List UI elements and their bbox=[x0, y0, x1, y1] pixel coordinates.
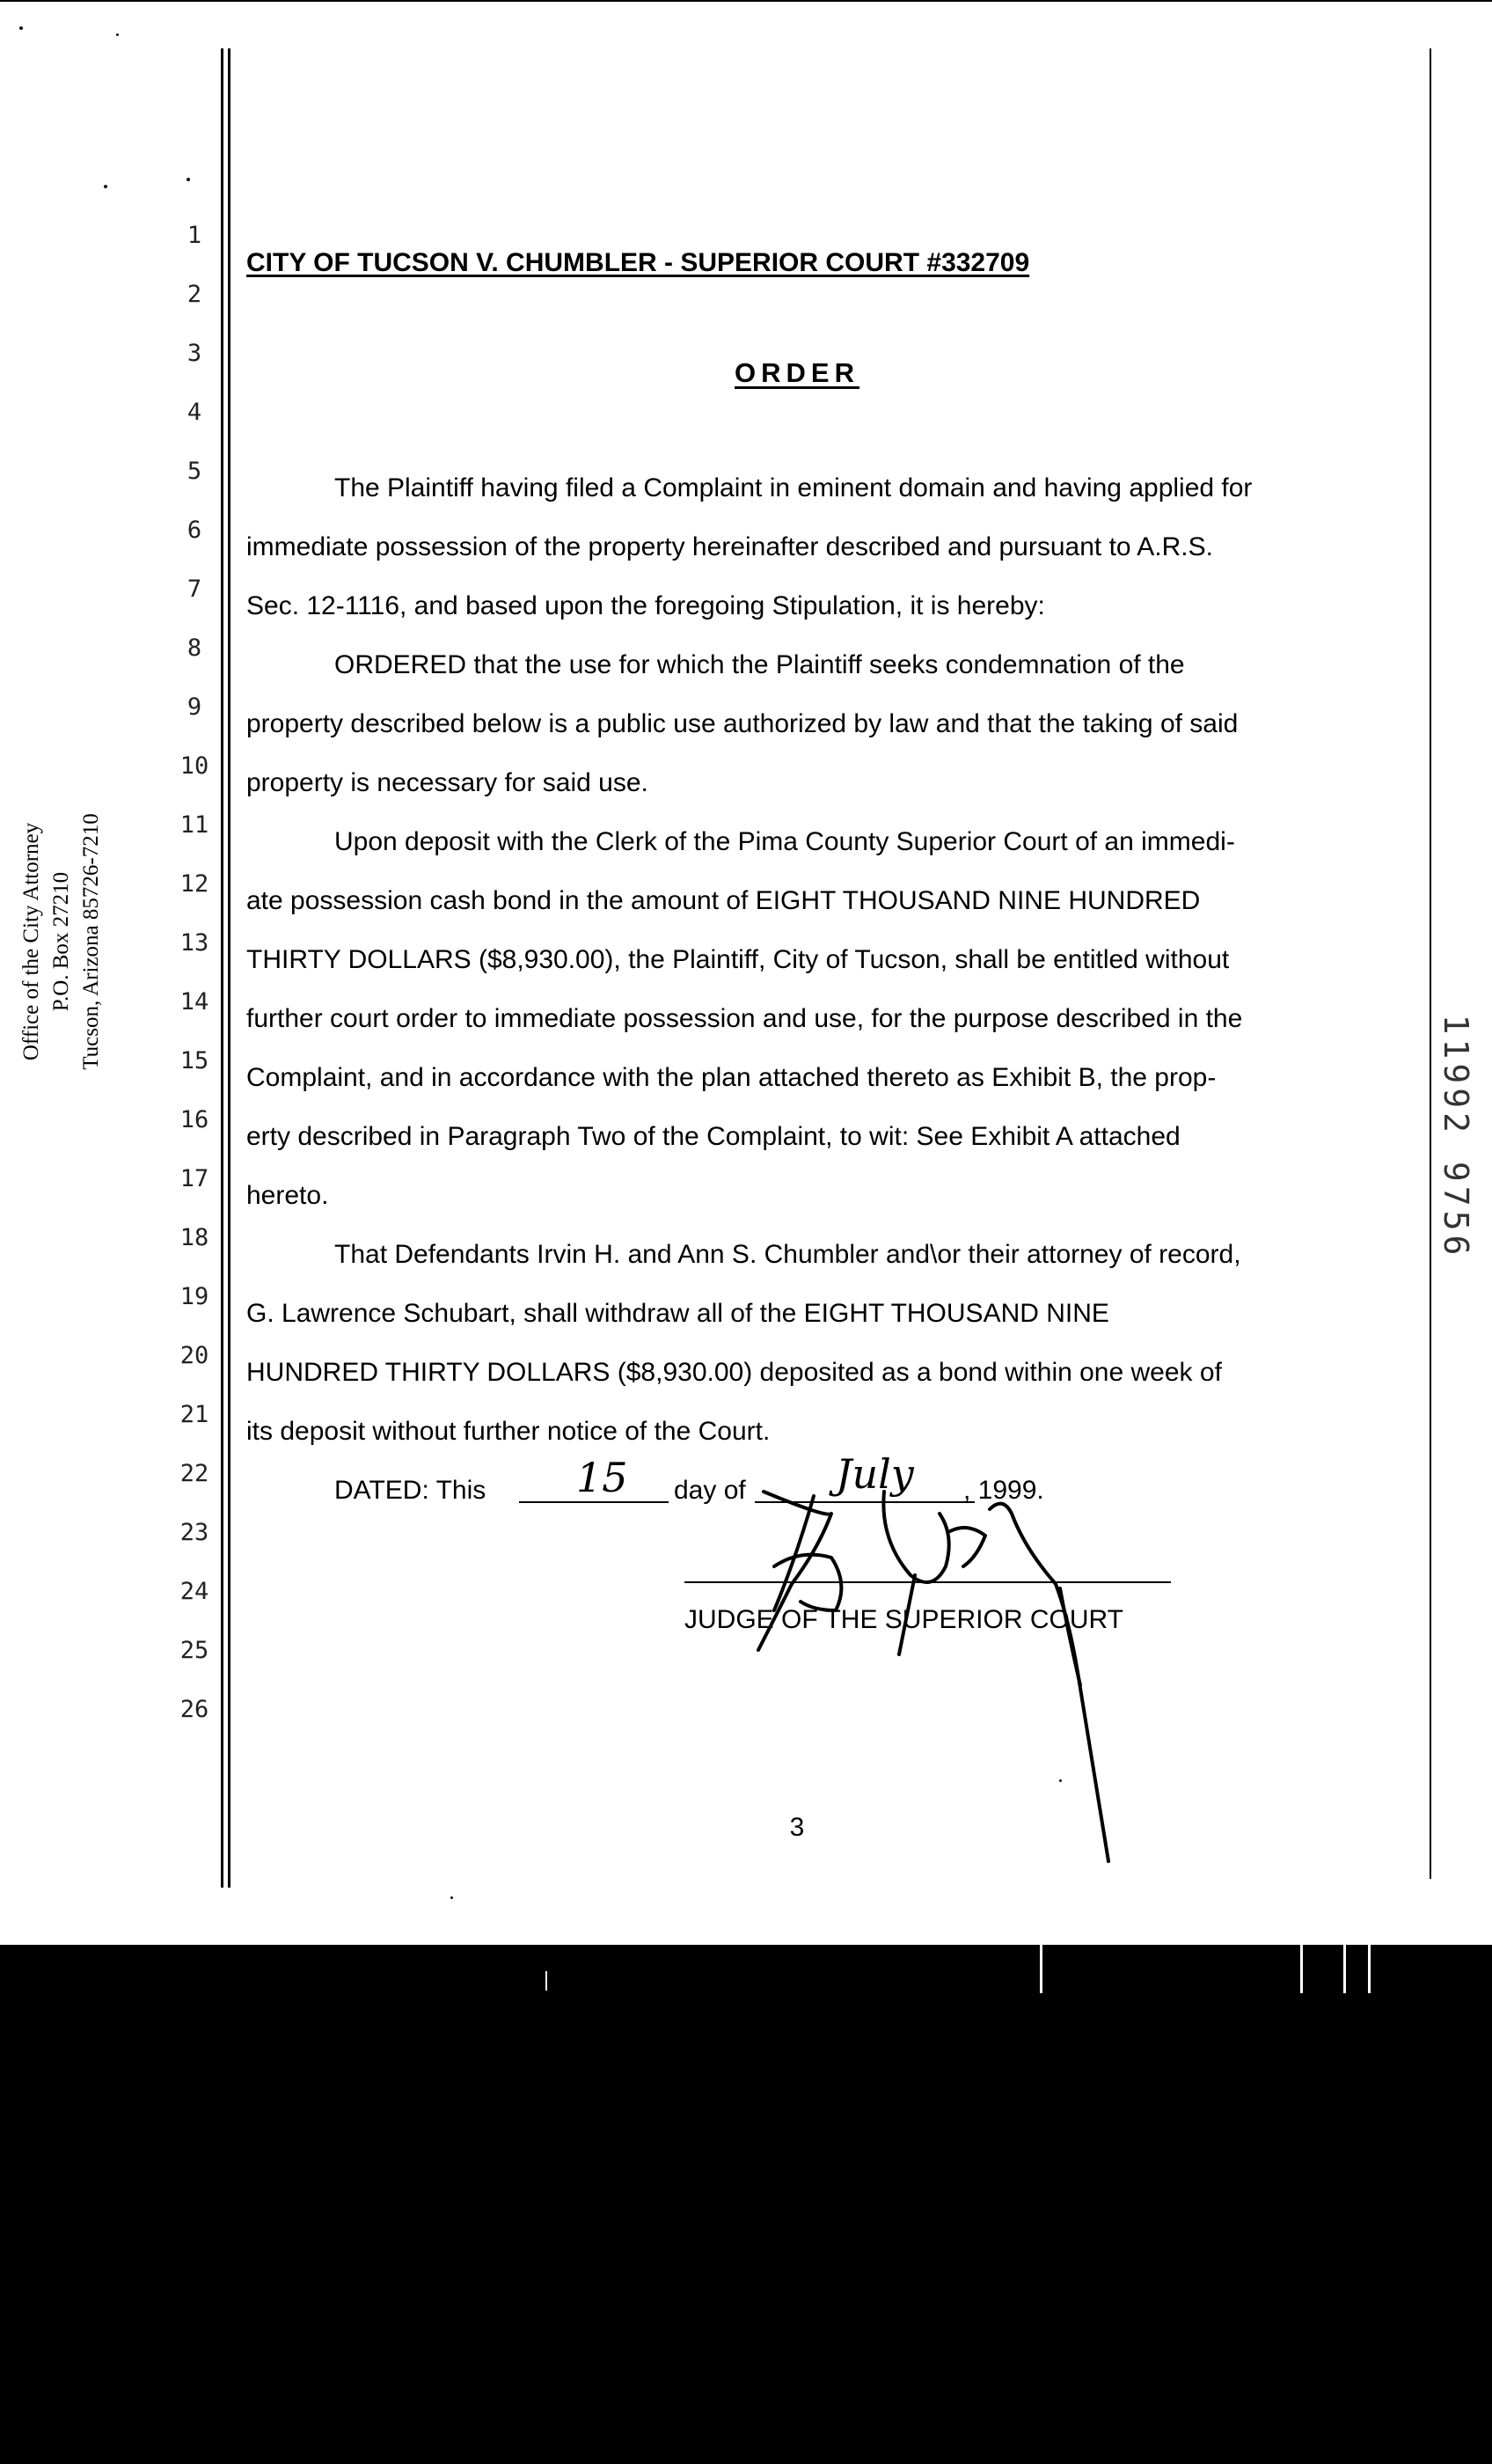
line-number: 22 bbox=[179, 1460, 209, 1487]
body-line: ate possession cash bond in the amount of EIGHT THOUSAND NINE HUNDRED bbox=[246, 886, 1201, 915]
scan-artifact-2 bbox=[1300, 1945, 1303, 1993]
line-number: 15 bbox=[179, 1047, 209, 1074]
line-number: 4 bbox=[186, 399, 202, 426]
handwritten-month: July bbox=[836, 1450, 914, 1498]
scan-artifact-5 bbox=[545, 1971, 547, 1991]
line-number: 23 bbox=[179, 1519, 209, 1546]
line-number: 13 bbox=[179, 929, 209, 957]
body-line: HUNDRED THIRTY DOLLARS ($8,930.00) deposited as a bond within one week of bbox=[246, 1358, 1222, 1387]
body-line: erty described in Paragraph Two of the Complaint, to wit: See Exhibit A attached bbox=[246, 1122, 1181, 1151]
line-number: 3 bbox=[186, 340, 202, 367]
body-line: Complaint, and in accordance with the plan attached thereto as Exhibit B, the prop- bbox=[246, 1063, 1217, 1092]
line-number: 21 bbox=[179, 1401, 209, 1428]
line-number: 6 bbox=[186, 517, 202, 544]
line-number: 17 bbox=[179, 1165, 209, 1192]
body-line: The Plaintiff having filed a Complaint in eminent domain and having applied for bbox=[334, 473, 1253, 502]
scan-artifact-3 bbox=[1343, 1945, 1346, 1993]
office-name: Office of the City Attorney bbox=[19, 822, 43, 1061]
line-number: 25 bbox=[179, 1637, 209, 1664]
body-line: hereto. bbox=[246, 1181, 329, 1210]
judge-title: JUDGE OF THE SUPERIOR COURT bbox=[684, 1605, 1123, 1634]
line-number: 26 bbox=[179, 1696, 209, 1723]
line-number: 19 bbox=[179, 1283, 209, 1310]
line-number: 14 bbox=[179, 988, 209, 1016]
scan-artifact-1 bbox=[1040, 1945, 1042, 1993]
line-number: 20 bbox=[179, 1342, 209, 1369]
dated-prefix: DATED: This bbox=[334, 1476, 486, 1505]
body-line: further court order to immediate possession and use, for the purpose described in the bbox=[246, 1004, 1243, 1033]
dated-day-of: day of bbox=[674, 1476, 746, 1505]
line-number: 18 bbox=[179, 1224, 209, 1251]
dated-year: , 1999. bbox=[963, 1476, 1044, 1505]
line-number: 24 bbox=[179, 1578, 209, 1605]
order-heading: ORDER bbox=[735, 357, 859, 388]
body-line: Sec. 12-1116, and based upon the foregoing Stipulation, it is hereby: bbox=[246, 591, 1045, 620]
office-po-box: P.O. Box 27210 bbox=[49, 871, 73, 1012]
body-line: That Defendants Irvin H. and Ann S. Chumbler and\or their attorney of record, bbox=[334, 1240, 1241, 1269]
filing-stamp: 11992 9756 bbox=[1437, 1014, 1475, 1260]
line-number: 9 bbox=[186, 693, 202, 721]
scan-artifact-4 bbox=[1368, 1945, 1371, 1993]
body-line: immediate possession of the property hereinafter described and pursuant to A.R.S. bbox=[246, 532, 1213, 561]
office-city: Tucson, Arizona 85726-7210 bbox=[79, 813, 103, 1070]
body-line: property is necessary for said use. bbox=[246, 768, 648, 797]
body-line: G. Lawrence Schubart, shall withdraw all of the EIGHT THOUSAND NINE bbox=[246, 1299, 1109, 1328]
case-caption: CITY OF TUCSON V. CHUMBLER - SUPERIOR COURT #332709 bbox=[246, 248, 1030, 277]
body-line: THIRTY DOLLARS ($8,930.00), the Plaintiff, City of Tucson, shall be entitled without bbox=[246, 945, 1230, 974]
line-number: 7 bbox=[186, 576, 202, 603]
body-line: Upon deposit with the Clerk of the Pima County Superior Court of an immedi- bbox=[334, 827, 1235, 856]
line-number: 1 bbox=[186, 222, 202, 249]
line-number: 10 bbox=[179, 752, 209, 780]
body-line: property described below is a public use authorized by law and that the taking of said bbox=[246, 709, 1239, 738]
body-line: ORDERED that the use for which the Plaintiff seeks condemnation of the bbox=[334, 650, 1185, 679]
handwritten-day: 15 bbox=[576, 1454, 628, 1501]
line-number: 11 bbox=[179, 811, 209, 839]
line-number: 12 bbox=[179, 870, 209, 898]
page-number: 3 bbox=[789, 1813, 805, 1842]
line-number: 8 bbox=[186, 634, 202, 662]
line-number: 16 bbox=[179, 1106, 209, 1133]
body-line: its deposit without further notice of the Court. bbox=[246, 1417, 771, 1446]
line-number: 5 bbox=[186, 458, 202, 485]
line-number: 2 bbox=[186, 281, 202, 308]
scan-border-black bbox=[0, 1945, 1492, 2464]
